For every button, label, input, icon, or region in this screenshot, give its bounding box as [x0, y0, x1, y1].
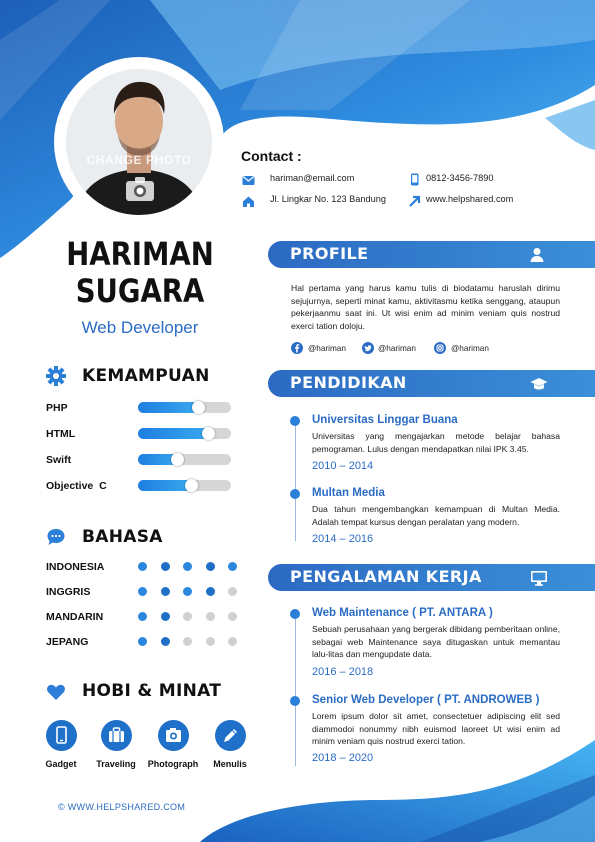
rating-dot-filled — [161, 637, 170, 646]
experience-title-2: Senior Web Developer ( PT. ANDROWEB ) — [312, 694, 540, 706]
rating-dot-filled — [228, 562, 237, 571]
profile-title: PROFILE — [290, 244, 369, 263]
education-title-1: Universitas Linggar Buana — [312, 414, 458, 426]
experience-years-1: 2016 – 2018 — [312, 666, 374, 678]
first-name: HARIMAN — [66, 235, 214, 273]
skills-title: KEMAMPUAN — [82, 366, 210, 386]
rating-dot-filled — [138, 562, 147, 571]
rating-dot-empty — [206, 637, 215, 646]
footer-copyright[interactable]: © WWW.HELPSHARED.COM — [58, 802, 186, 812]
experience-years-2: 2018 – 2020 — [312, 752, 374, 764]
email-icon — [242, 174, 255, 187]
skill-bar-fill — [138, 428, 209, 439]
language-label: INDONESIA — [46, 561, 105, 573]
monitor-icon — [530, 569, 548, 587]
twitter-handle[interactable]: @hariman — [378, 344, 416, 353]
timeline-dot — [290, 696, 300, 706]
experience-banner — [268, 564, 595, 591]
contact-phone[interactable]: 0812-3456-7890 — [426, 173, 494, 183]
skill-knob — [192, 401, 205, 414]
experience-desc-2: Lorem ipsum dolor sit amet, consectetuer adipiscing elit sed diammodoi nonummy nibh euismod laoreet Ut wisi enim ad minim veniam quis nostrud exerci tation. — [312, 711, 560, 746]
skill-bar-fill — [138, 480, 192, 491]
skill-bar — [138, 454, 231, 465]
facebook-icon — [291, 342, 303, 354]
hobby-label: Menulis — [213, 759, 247, 769]
contact-title: Contact : — [241, 148, 302, 164]
contact-email[interactable]: hariman@email.com — [270, 173, 355, 183]
instagram-handle[interactable]: @hariman — [451, 344, 489, 353]
rating-dot-filled — [138, 587, 147, 596]
hobbies-title: HOBI & MINAT — [82, 681, 222, 701]
chat-icon — [46, 527, 66, 547]
last-name: SUGARA — [75, 272, 205, 310]
profile-text: Hal pertama yang harus kamu tulis di biodatamu haruslah dirimu sejujurnya, seperti minat kamu, aktivitasmu ketika senggang, ataupun pekerjaanmu saat ini. Ut wisi enim ad minim veniam quis nostrud exerci tation doloju. — [291, 283, 560, 331]
language-label: MANDARIN — [46, 611, 104, 623]
profile-banner — [268, 241, 595, 268]
rating-dot-empty — [228, 637, 237, 646]
rating-dot-filled — [183, 562, 192, 571]
rating-dot-empty — [183, 637, 192, 646]
rating-dot-filled — [138, 637, 147, 646]
hobby-traveling — [101, 720, 132, 751]
skill-label: Swift — [46, 454, 72, 466]
user-icon — [528, 246, 546, 264]
rating-dot-filled — [138, 612, 147, 621]
skill-bar — [138, 402, 231, 413]
skill-bar — [138, 428, 231, 439]
experience-desc-1: Sebuah perusahaan yang bergerak dibidang pemberitaan online, sebagai web Maintenance saya ditugaskan untuk memantau lalu-litas dan mengupdate data. — [312, 624, 560, 659]
skill-bar-fill — [138, 402, 198, 413]
language-label: JEPANG — [46, 636, 89, 648]
phone-icon — [46, 720, 77, 751]
contact-address: Jl. Lingkar No. 123 Bandung — [270, 194, 386, 204]
education-title: PENDIDIKAN — [290, 373, 407, 392]
rating-dot-filled — [206, 587, 215, 596]
job-title: Web Developer — [81, 318, 199, 337]
instagram-icon — [434, 342, 446, 354]
experience-title-1: Web Maintenance ( PT. ANTARA ) — [312, 607, 493, 619]
rating-dot-filled — [161, 612, 170, 621]
skill-label: PHP — [46, 402, 68, 414]
experience-timeline-line — [295, 613, 296, 766]
timeline-dot — [290, 609, 300, 619]
education-years-2: 2014 – 2016 — [312, 533, 374, 545]
education-desc-2: Dua tahun mengembangkan kemampuan di Multan Media. Adalah tempat kursus dengan peralatan yang modern. — [312, 504, 560, 527]
camera-icon — [158, 720, 189, 751]
skill-knob — [171, 453, 184, 466]
arrow-icon — [408, 195, 421, 208]
graduation-cap-icon — [530, 375, 548, 393]
hobby-gadget — [46, 720, 77, 751]
rating-dot-filled — [161, 587, 170, 596]
hobby-label: Traveling — [96, 759, 136, 769]
rating-dot-empty — [206, 612, 215, 621]
camera-icon[interactable] — [126, 177, 154, 201]
home-icon — [242, 195, 255, 208]
rating-dot-empty — [228, 587, 237, 596]
gear-icon — [46, 366, 66, 386]
skill-knob — [202, 427, 215, 440]
change-photo-label[interactable]: CHANGE PHOTO — [86, 153, 192, 167]
suitcase-icon — [101, 720, 132, 751]
heart-icon — [46, 682, 66, 702]
education-years-1: 2010 – 2014 — [312, 460, 374, 472]
hobby-photograph — [158, 720, 189, 751]
hobby-label: Photograph — [147, 759, 199, 769]
full-name — [54, 236, 226, 310]
experience-title: PENGALAMAN KERJA — [290, 567, 482, 586]
rating-dot-filled — [183, 587, 192, 596]
hobby-label: Gadget — [45, 759, 77, 769]
contact-website[interactable]: www.helpshared.com — [426, 194, 514, 204]
education-title-2: Multan Media — [312, 487, 385, 499]
hobby-menulis — [215, 720, 246, 751]
education-timeline-line — [295, 420, 296, 541]
rating-dot-filled — [206, 562, 215, 571]
rating-dot-filled — [161, 562, 170, 571]
language-label: INGGRIS — [46, 586, 91, 598]
education-desc-1: Universitas yang mengajarkan metode belajar bahasa pemograman. Lulus dengan mendapatkan nilai IPK 3.45. — [312, 431, 560, 454]
phone-icon — [408, 173, 421, 186]
rating-dot-empty — [183, 612, 192, 621]
skill-label: HTML — [46, 428, 76, 440]
timeline-dot — [290, 416, 300, 426]
twitter-icon — [362, 342, 374, 354]
rating-dot-empty — [228, 612, 237, 621]
skill-label: Objective C — [46, 480, 107, 492]
skill-bar — [138, 480, 231, 491]
facebook-handle[interactable]: @hariman — [308, 344, 346, 353]
skill-knob — [185, 479, 198, 492]
languages-title: BAHASA — [82, 527, 163, 547]
timeline-dot — [290, 489, 300, 499]
education-banner — [268, 370, 595, 397]
pen-icon — [215, 720, 246, 751]
